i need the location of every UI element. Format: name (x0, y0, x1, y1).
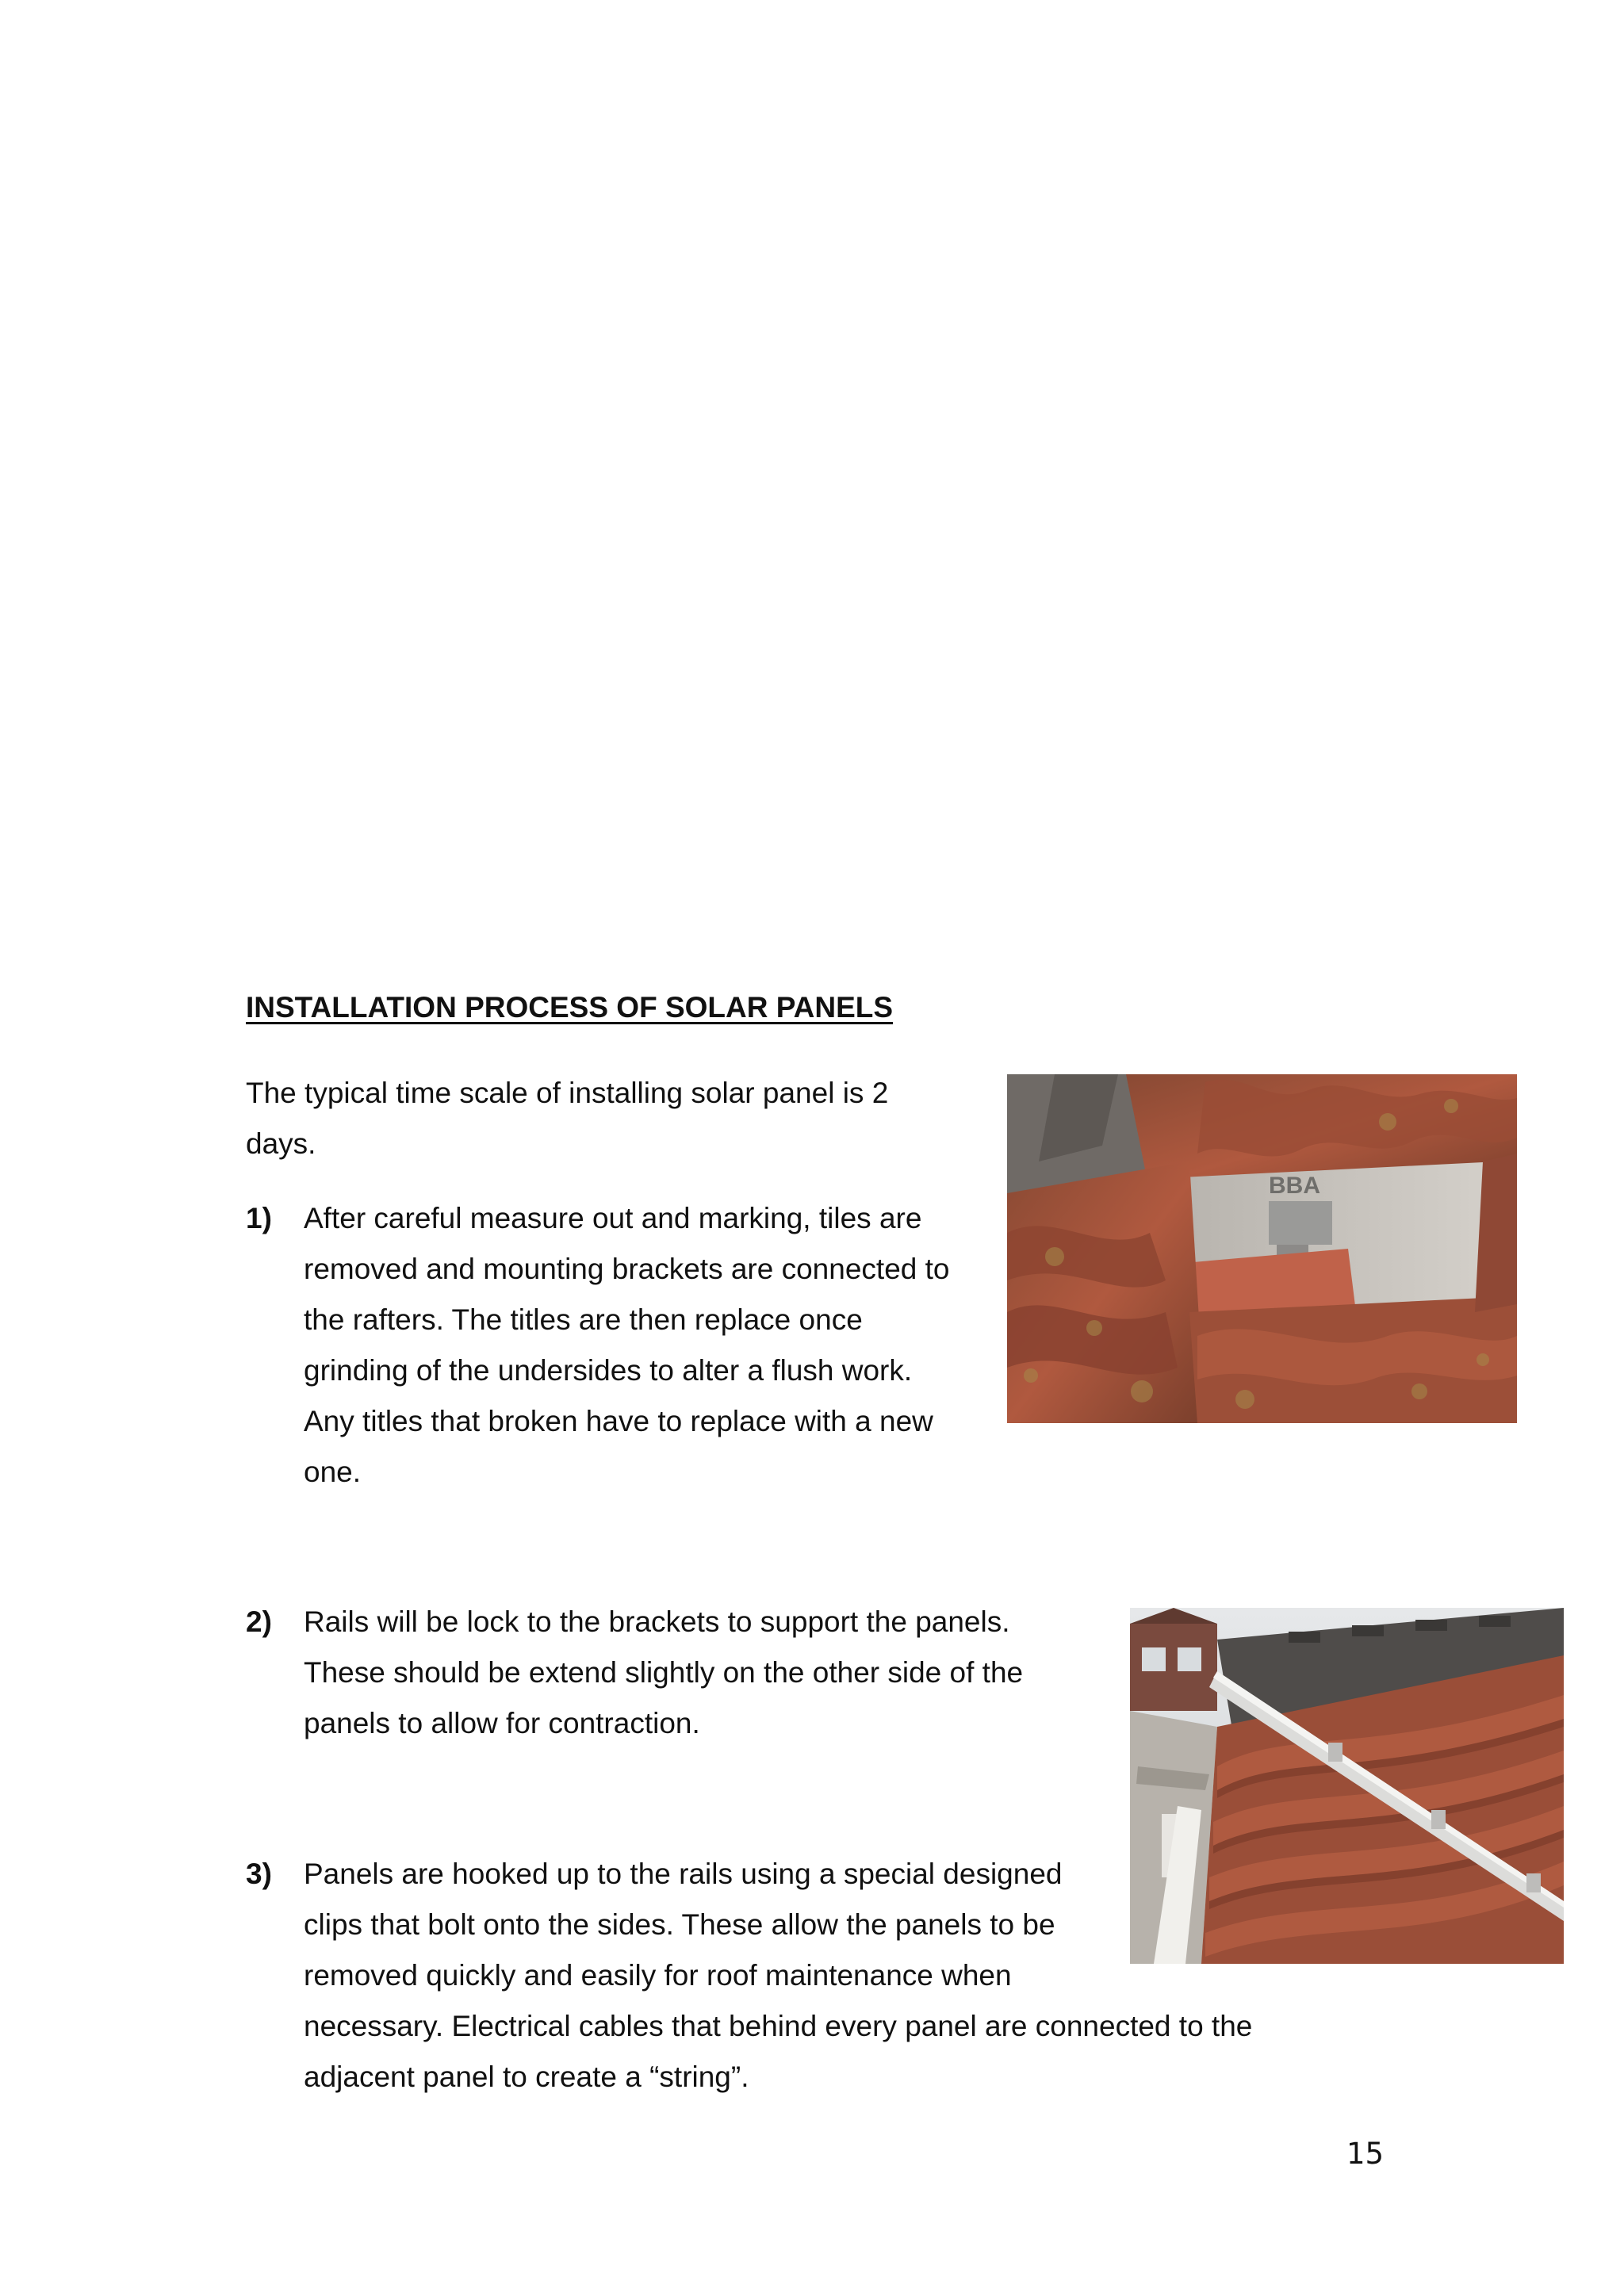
step-number: 2) (246, 1605, 272, 1638)
intro-line: The typical time scale of installing solar panel is 2 (246, 1077, 889, 1109)
step-line: panels to allow for contraction. (304, 1707, 700, 1739)
step-line: These should be extend slightly on the other side of the (304, 1656, 1024, 1689)
step-line: grinding of the undersides to alter a flush work. (304, 1354, 913, 1387)
intro-line: days. (246, 1127, 316, 1160)
step-line: removed and mounting brackets are connected to (304, 1253, 950, 1285)
step-line: removed quickly and easily for roof maintenance when (304, 1959, 1012, 1992)
intro-paragraph (246, 1068, 944, 1169)
step-line: one. (304, 1456, 362, 1488)
step-number: 1) (246, 1202, 272, 1234)
page-number: 15 (1346, 2137, 1385, 2171)
step-line: the rafters. The titles are then replace once (304, 1303, 863, 1336)
step-text (304, 1597, 1023, 1749)
membrane-stamp: BBA (1269, 1173, 1320, 1199)
roof-tiles-bracket-photo (1007, 1074, 1517, 1423)
step-line: Rails will be lock to the brackets to support the panels. (304, 1605, 1010, 1638)
step-line: clips that bolt onto the sides. These allow the panels to be (304, 1908, 1055, 1941)
step-line: Any titles that broken have to replace with a new (304, 1405, 933, 1437)
step-line: Panels are hooked up to the rails using a special designed (304, 1858, 1063, 1890)
step-line: necessary. Electrical cables that behind every panel are connected to the (304, 2010, 1253, 2042)
roof-rails-photo (1130, 1608, 1564, 1964)
step-text (304, 1193, 950, 1498)
step-number: 3) (246, 1858, 272, 1890)
step-line: adjacent panel to create a “string”. (304, 2061, 749, 2093)
section-heading: INSTALLATION PROCESS OF SOLAR PANELS (246, 991, 894, 1024)
step-line: After careful measure out and marking, tiles are (304, 1202, 922, 1234)
step-text (304, 1849, 1252, 2103)
